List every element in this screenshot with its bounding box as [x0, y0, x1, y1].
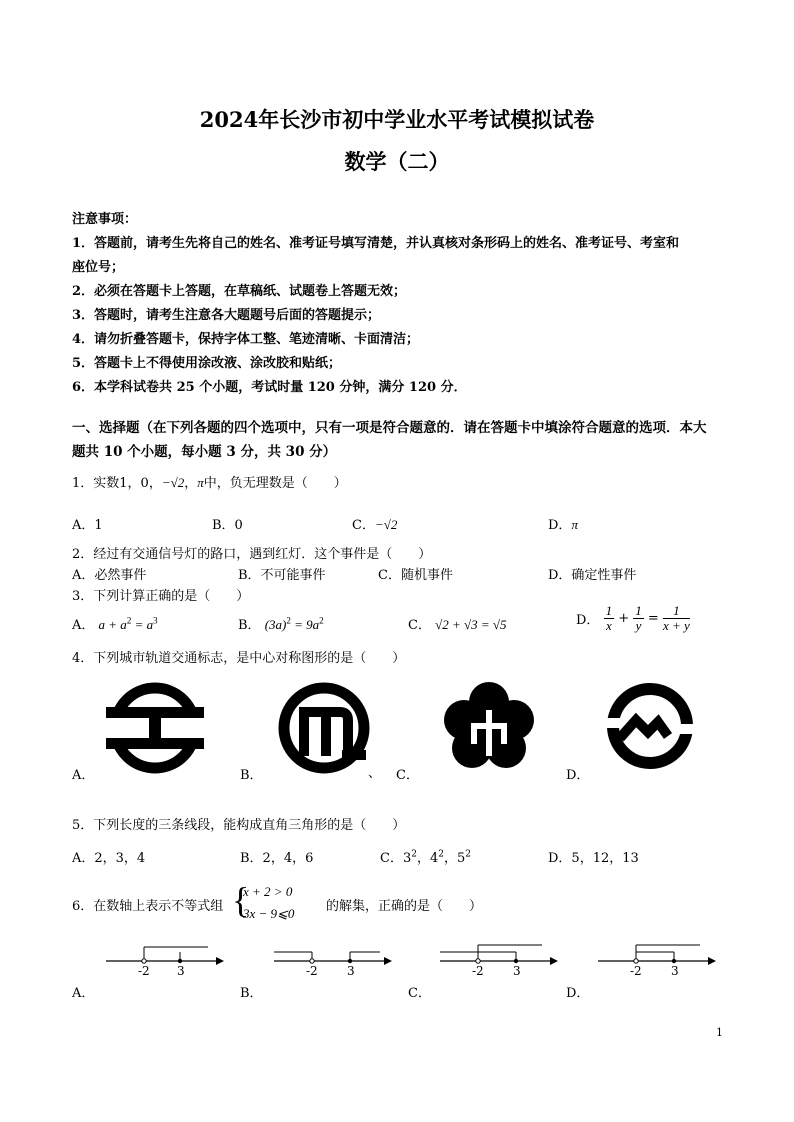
q6-b-tick-3: 3 [347, 964, 355, 978]
q3-option-a-expr: $a + a^2 = a^3$ [98, 615, 158, 632]
metro-logo-a[interactable] [106, 680, 204, 776]
q4-option-c[interactable]: C． [396, 768, 419, 783]
q5-option-a[interactable]: A．2，3，4 [72, 851, 146, 866]
q6-option-d[interactable]: D． [566, 986, 590, 1001]
q6-a-tick-neg2: -2 [138, 964, 150, 978]
q3-d-equals: = [647, 611, 659, 626]
notice-item-1-cont: 座位号； [72, 260, 125, 275]
q1-option-d-value: π [571, 517, 578, 532]
question-6-stem-a: 6．在数轴上表示不等式组 [72, 899, 224, 914]
q6-option-a[interactable]: A． [72, 986, 95, 1001]
q6-a-tick-3: 3 [177, 964, 185, 978]
q6-inequality-1: x + 2 > 0 [243, 884, 293, 899]
section-heading-line1: 一、选择题（在下列各题的四个选项中，只有一项是符合题意的．请在答题卡中填涂符合题意的选项．本大 [72, 420, 707, 436]
q3-option-a-label: A． [72, 618, 95, 633]
notice-item-5: 5．答题卡上不得使用涂改液、涂改胶和贴纸； [72, 356, 342, 371]
q1-option-d-label: D． [548, 518, 572, 533]
q4-stray-mark: 、 [368, 766, 382, 781]
q1-option-c-label: C． [352, 518, 375, 533]
q6-number-line-a[interactable] [104, 940, 224, 972]
q3-option-d[interactable] [576, 604, 690, 633]
q6-c-tick-3: 3 [513, 964, 521, 978]
q4-option-a[interactable]: A． [72, 768, 95, 783]
q1-stem-part-c: 中，负无理数是（ ） [203, 476, 347, 491]
q2-option-a[interactable]: A．必然事件 [72, 568, 147, 583]
q6-number-line-b[interactable] [272, 940, 392, 972]
q5-option-d[interactable]: D．5，12，13 [548, 851, 639, 866]
metro-logo-c[interactable] [442, 680, 536, 772]
q3-option-b[interactable] [238, 614, 324, 633]
q5-option-c[interactable]: C．$3^2$，$4^2$，$5^2$ [380, 849, 472, 866]
question-4-stem: 4．下列城市轨道交通标志，是中心对称图形的是（ ） [72, 651, 406, 666]
q6-inequality-2: 3x − 9⩽0 [243, 906, 295, 921]
q4-option-b[interactable]: B． [240, 768, 263, 783]
q2-option-c[interactable]: C．随机事件 [378, 568, 453, 583]
question-1-stem [72, 472, 347, 491]
q1-option-b[interactable]: B．0 [212, 518, 243, 533]
q3-d-frac3: $\frac{1}{x + y}$ [662, 603, 690, 633]
q3-d-frac1: $\frac{1}{x}$ [605, 603, 613, 633]
q3-option-c[interactable] [408, 614, 507, 633]
q6-b-tick-neg2: -2 [306, 964, 318, 978]
q3-option-c-expr: √2 + √3 = √5 [435, 617, 507, 632]
notice-heading: 注意事项： [72, 212, 138, 227]
q6-number-line-c[interactable] [438, 940, 558, 972]
exam-subtitle: 数学（二） [344, 149, 450, 174]
metro-logo-d[interactable] [606, 682, 694, 770]
q6-brace: { [232, 880, 250, 920]
notice-item-3: 3．答题时，请考生注意各大题题号后面的答题提示； [72, 308, 381, 323]
notice-item-4: 4．请勿折叠答题卡，保持字体工整、笔迹清晰、卡面清洁； [72, 332, 420, 347]
q6-d-tick-neg2: -2 [630, 964, 642, 978]
q3-option-b-expr: $(3a)^2 = 9a^2$ [264, 615, 324, 632]
q3-option-a[interactable] [72, 614, 158, 633]
q3-option-b-label: B． [238, 618, 261, 633]
notice-item-2: 2．必须在答题卡上答题，在草稿纸、试题卷上答题无效； [72, 284, 407, 299]
q1-stem-part-b: ， [184, 476, 198, 491]
q2-option-b[interactable]: B．不可能事件 [238, 568, 326, 583]
notice-item-1: 1．答题前，请考生先将自己的姓名、准考证号填写清楚，并认真核对条形码上的姓名、准考证号、考室和 [72, 236, 680, 251]
q4-option-d[interactable]: D． [566, 768, 590, 783]
q5-option-b[interactable]: B．2，4，6 [240, 851, 314, 866]
q1-option-c[interactable] [352, 514, 397, 533]
q1-stem-part-a: 1．实数1，0， [72, 476, 162, 491]
question-2-stem: 2．经过有交通信号灯的路口，遇到红灯．这个事件是（ ） [72, 547, 432, 562]
q1-pi: π [197, 475, 204, 490]
q5-option-c-label: C． [380, 851, 403, 866]
q6-option-c[interactable]: C． [408, 986, 431, 1001]
metro-logo-b[interactable] [276, 680, 372, 776]
q6-option-b[interactable]: B． [240, 986, 263, 1001]
section-heading-line2: 题共 10 个小题，每小题 3 分，共 30 分） [72, 444, 337, 460]
exam-title: 2024年长沙市初中学业水平考试模拟试卷 [199, 107, 595, 132]
q6-c-tick-neg2: -2 [472, 964, 484, 978]
question-5-stem: 5．下列长度的三条线段，能构成直角三角形的是（ ） [72, 818, 406, 833]
question-3-stem: 3．下列计算正确的是（ ） [72, 589, 250, 604]
q1-option-d[interactable] [548, 514, 578, 533]
notice-item-6: 6．本学科试卷共 25 个小题，考试时量 120 分钟，满分 120 分． [72, 380, 467, 395]
q1-option-a[interactable]: A．1 [72, 518, 103, 533]
q1-option-c-value: −√2 [374, 517, 398, 532]
page-number: 1 [716, 1026, 723, 1039]
q3-option-d-label: D． [576, 613, 600, 628]
q3-option-c-label: C． [408, 618, 431, 633]
q6-d-tick-3: 3 [671, 964, 679, 978]
q6-number-line-d[interactable] [596, 940, 716, 972]
q3-d-plus: + [618, 611, 630, 626]
q2-option-d[interactable]: D．确定性事件 [548, 568, 637, 583]
question-6-stem-b: 的解集，正确的是（ ） [326, 899, 483, 914]
q1-neg-sqrt2: −√2 [161, 475, 185, 490]
q3-d-frac2: $\frac{1}{y}$ [635, 603, 642, 633]
